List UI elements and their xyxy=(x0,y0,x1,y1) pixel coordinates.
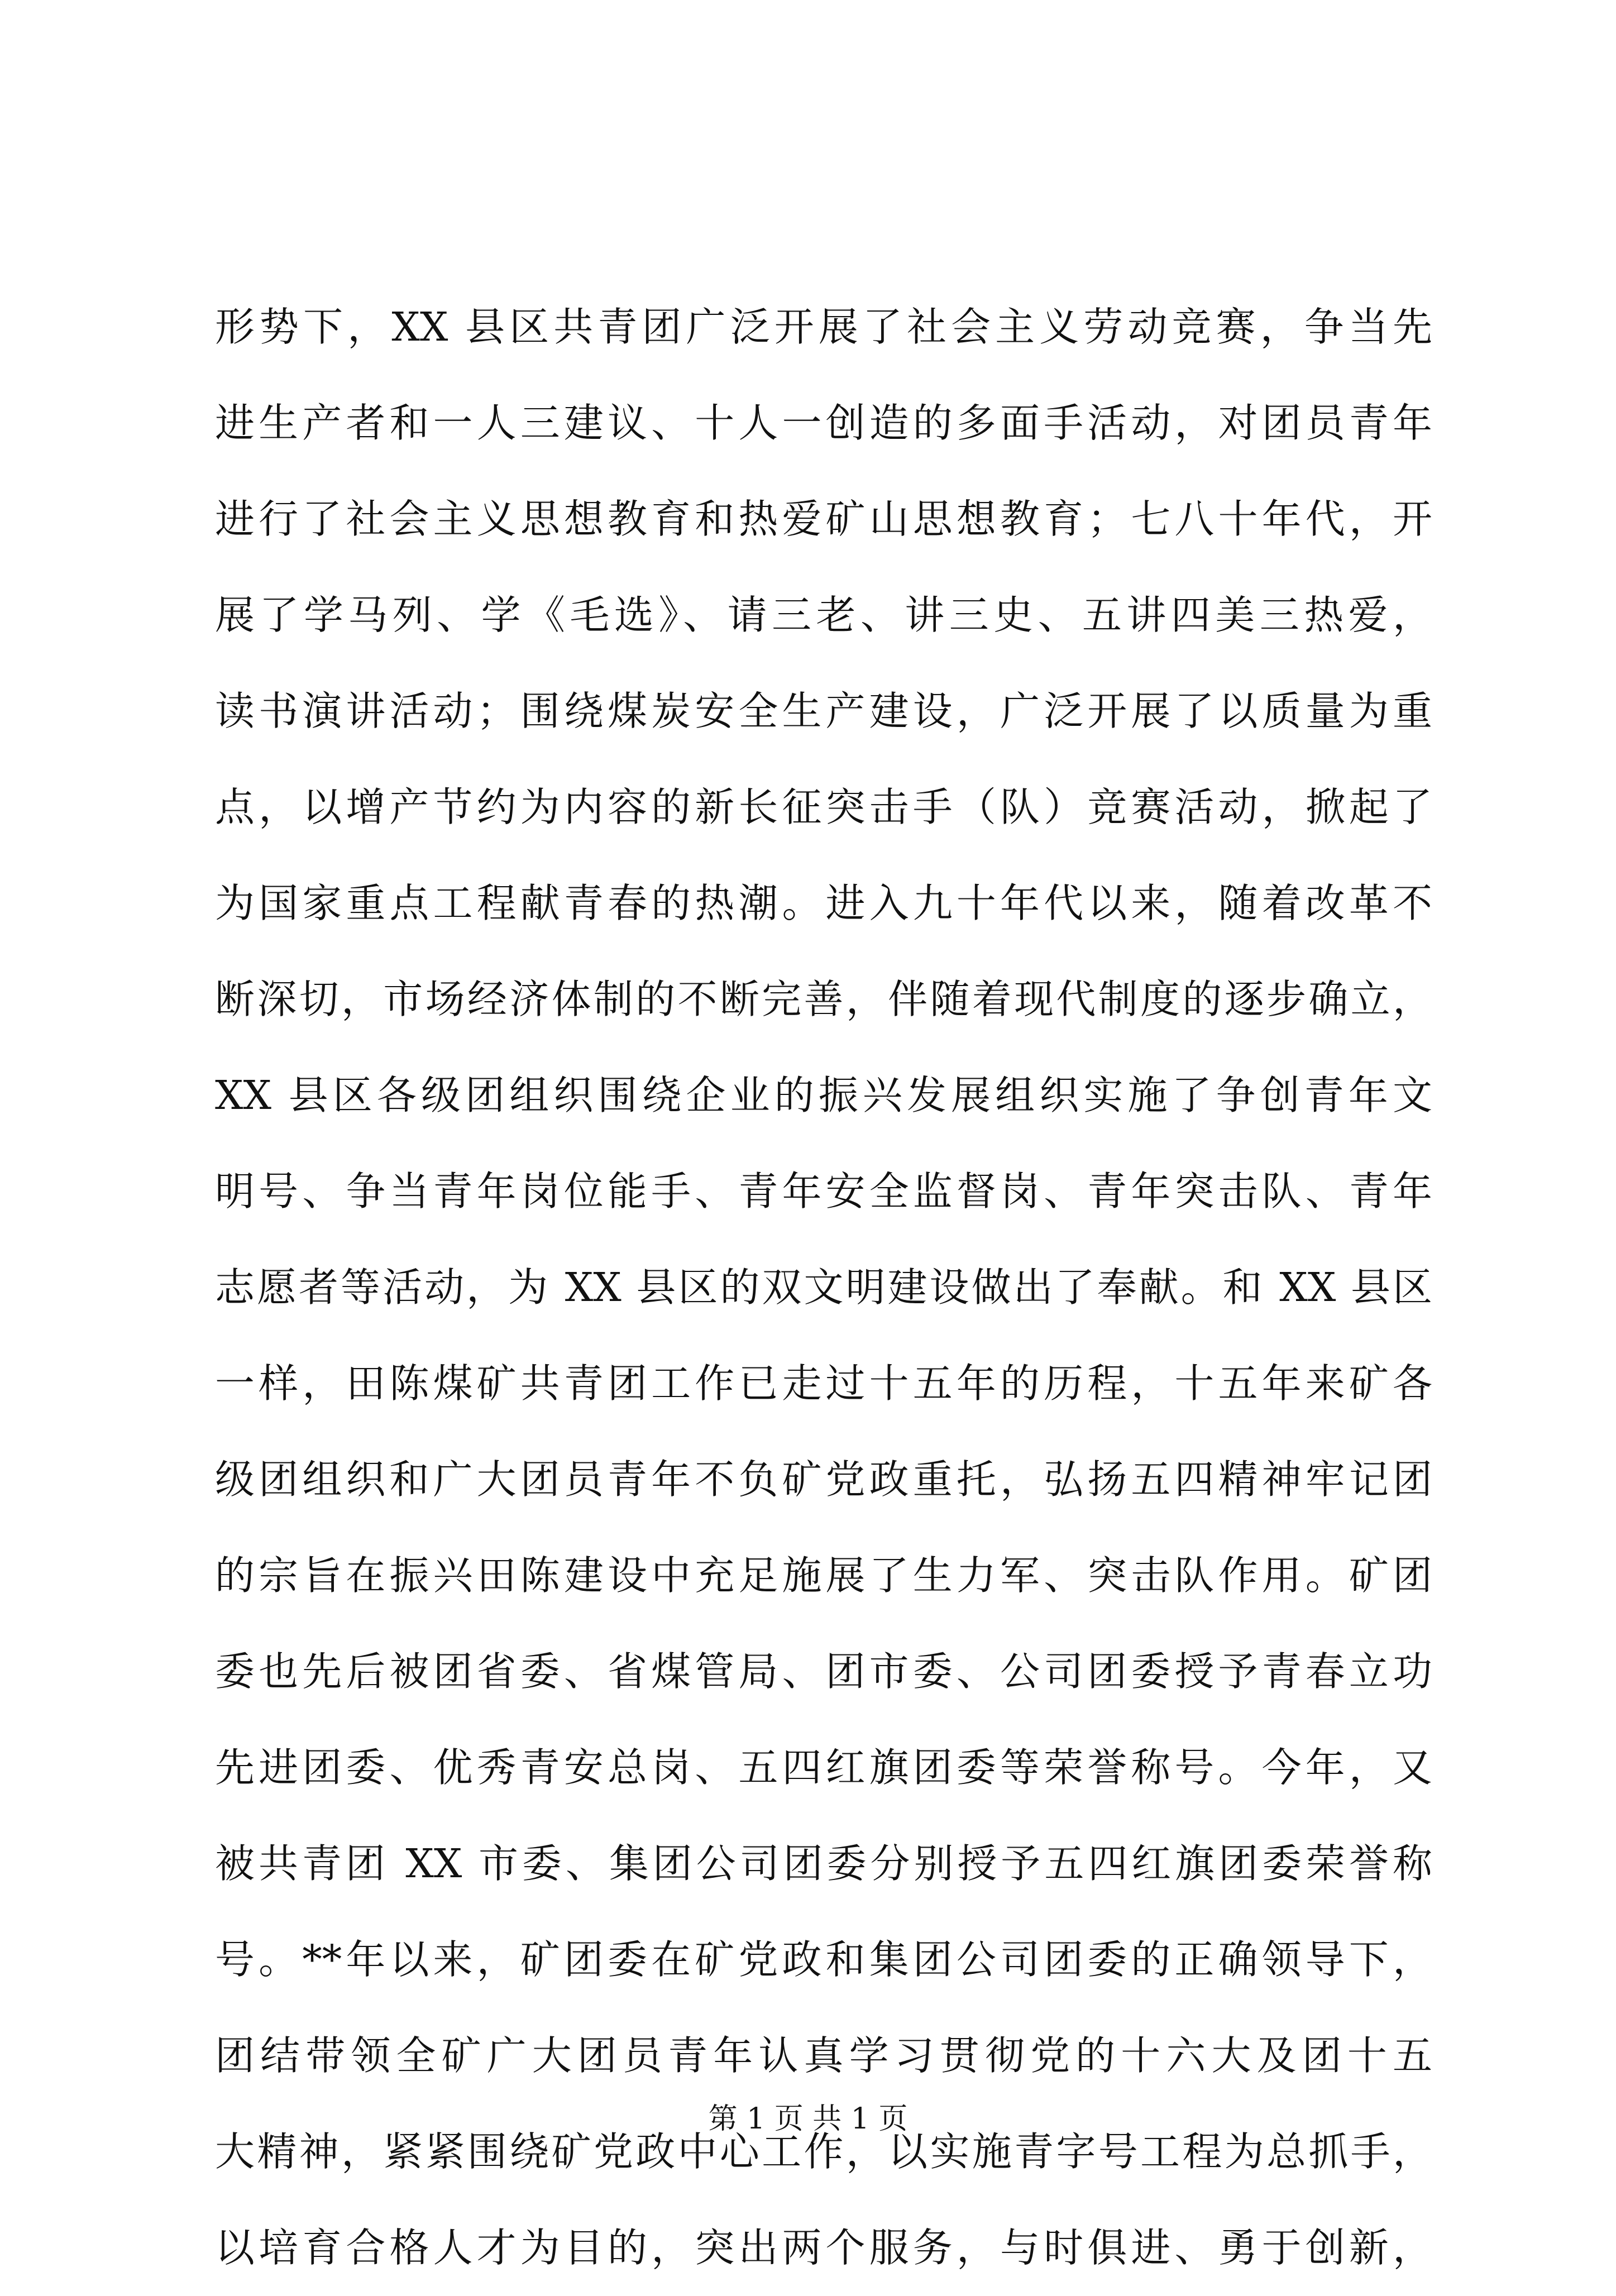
text-line: XX 县区各级团组织围绕企业的振兴发展组织实施了争创青年文 xyxy=(215,1072,1432,1118)
text-line: 团结带领全矿广大团员青年认真学习贯彻党的十六大及团十五 xyxy=(215,2032,1432,2079)
text-line: 明号、争当青年岗位能手、青年安全监督岗、青年突击队、青年 xyxy=(215,1168,1432,1214)
page-number: 第 1 页 共 1 页 xyxy=(708,2102,908,2136)
text-line: 为国家重点工程献青春的热潮。进入九十年代以来，随着改革不 xyxy=(215,880,1432,926)
text-line: 进行了社会主义思想教育和热爱矿山思想教育；七八十年代，开 xyxy=(215,496,1432,542)
text-line: 断深切，市场经济体制的不断完善，伴随着现代制度的逐步确立， xyxy=(215,976,1432,1022)
text-line: 的宗旨在振兴田陈建设中充足施展了生力军、突击队作用。矿团 xyxy=(215,1552,1432,1599)
text-line: 被共青团 XX 市委、集团公司团委分别授予五四红旗团委荣誉称 xyxy=(215,1840,1432,1887)
text-line: 志愿者等活动，为 XX 县区的双文明建设做出了奉献。和 XX 县区 xyxy=(215,1264,1432,1310)
body-text xyxy=(215,279,1432,2296)
text-line: 大精神，紧紧围绕矿党政中心工作，以实施青字号工程为总抓手， xyxy=(215,2128,1432,2175)
text-line: 读书演讲活动；围绕煤炭安全生产建设，广泛开展了以质量为重 xyxy=(215,688,1432,734)
text-line: 形势下，XX 县区共青团广泛开展了社会主义劳动竞赛，争当先 xyxy=(215,304,1432,350)
text-line: 先进团委、优秀青安总岗、五四红旗团委等荣誉称号。今年，又 xyxy=(215,1744,1432,1791)
text-line: 号。**年以来，矿团委在矿党政和集团公司团委的正确领导下， xyxy=(215,1936,1432,1983)
text-line: 级团组织和广大团员青年不负矿党政重托，弘扬五四精神牢记团 xyxy=(215,1456,1432,1503)
text-line: 委也先后被团省委、省煤管局、团市委、公司团委授予青春立功 xyxy=(215,1648,1432,1695)
page-footer xyxy=(0,2097,1616,2141)
text-line: 进生产者和一人三建议、十人一创造的多面手活动，对团员青年 xyxy=(215,400,1432,446)
text-line: 一样，田陈煤矿共青团工作已走过十五年的历程，十五年来矿各 xyxy=(215,1360,1432,1407)
text-line: 以培育合格人才为目的，突出两个服务，与时俱进、勇于创新， xyxy=(215,2225,1432,2271)
text-line: 点，以增产节约为内容的新长征突击手（队）竞赛活动，掀起了 xyxy=(215,784,1432,830)
text-line: 展了学马列、学《毛选》、请三老、讲三史、五讲四美三热爱， xyxy=(215,592,1432,638)
